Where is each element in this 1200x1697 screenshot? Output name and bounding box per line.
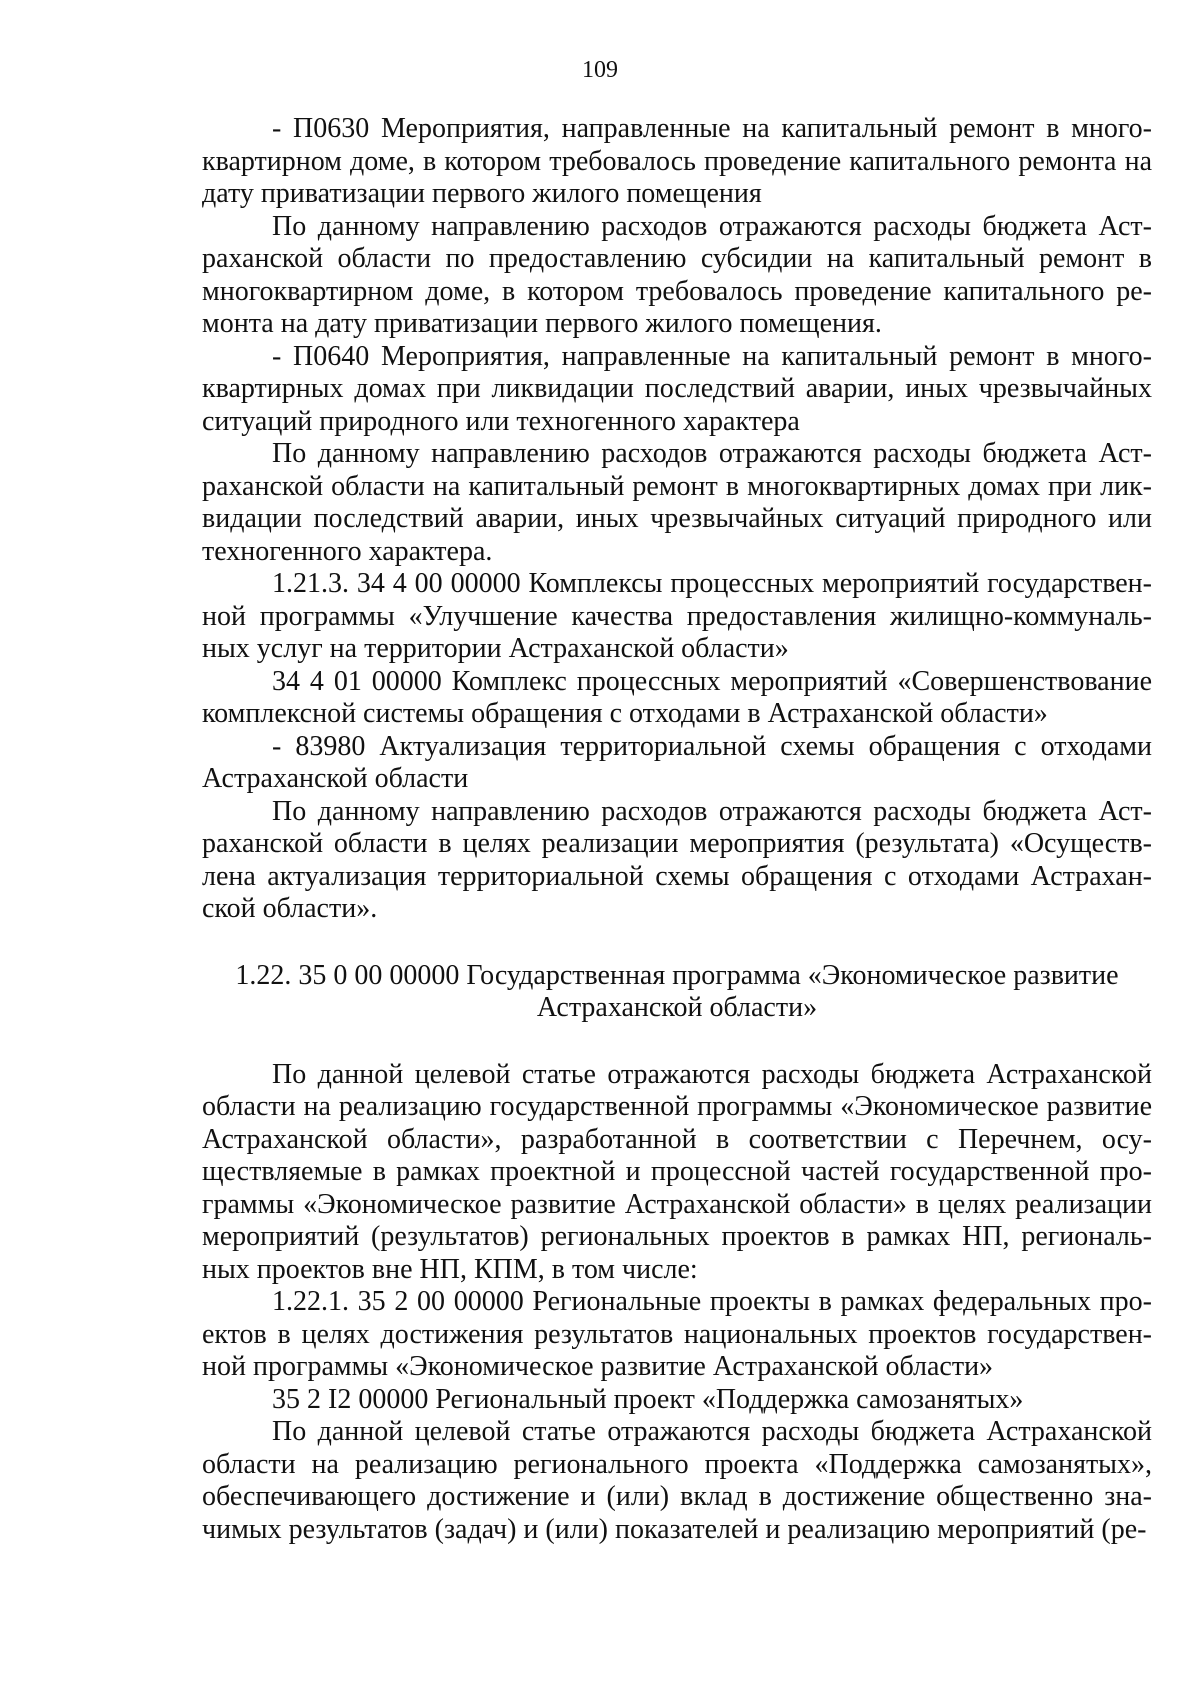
paragraph-p0630-description: По данному направлению расходов отражаются расходы бюджета Астраханской области по предоставлению субсидии на капитальный ремонт в многоквартирном доме, в котором требовалось проведение капитального ремонта на дату приватизации первого жилого помещения.: [202, 210, 1152, 339]
paragraph-p0630-title: - П0630 Мероприятия, направленные на капитальный ремонт в многоквартирном доме, в котором требовалось проведение капитального ремонта на дату приватизации первого жилого помещения: [202, 113, 1152, 209]
paragraph-34-4-01: 34 4 01 00000 Комплекс процессных мероприятий «Совершенствование комплексной системы обращения с отходами в Астраханской области»: [202, 665, 1152, 729]
paragraph-83980-description: По данному направлению расходов отражаются расходы бюджета Астраханской области в целях реализации мероприятия (результата) «Осуществлена актуализация территориальной схемы обращения с отходами Астраханской области».: [202, 795, 1152, 924]
paragraph-p0640-title: - П0640 Мероприятия, направленные на капитальный ремонт в многоквартирных домах при ликвидации последствий аварии, иных чрезвычайных ситуаций природного или техногенного характера: [202, 340, 1152, 437]
page-number: 109: [582, 57, 618, 83]
section-heading-1-22: 1.22. 35 0 00 00000 Государственная программа «Экономическое развитие Астраханской области»: [235, 959, 1119, 1023]
paragraph-1-22-description: По данной целевой статье отражаются расходы бюджета Астраханской области на реализацию государственной программы «Экономическое развитие Астраханской области», разработанной в соответствии с Перечнем, осуществляемые в рамках проектной и процессной частей государственной программы «Экономическое развитие Астраханской области» в целях реализации мероприятий (результатов) региональных проектов в рамках НП, региональных проектов вне НП, КПМ, в том числе:: [202, 1058, 1152, 1285]
paragraph-1-22-1: 1.22.1. 35 2 00 00000 Региональные проекты в рамках федеральных проектов в целях достижения результатов национальных проектов государственной программы «Экономическое развитие Астраханской области»: [202, 1286, 1152, 1382]
paragraph-35-2-i2: 35 2 I2 00000 Региональный проект «Поддержка самозанятых»: [272, 1383, 1024, 1415]
document-body: [202, 113, 1152, 1546]
paragraph-1-21-3: 1.21.3. 34 4 00 00000 Комплексы процессных мероприятий государственной программы «Улучшение качества предоставления жилищно-коммунальных услуг на территории Астраханской области»: [202, 568, 1152, 664]
paragraph-35-2-i2-description: По данной целевой статье отражаются расходы бюджета Астраханской области на реализацию регионального проекта «Поддержка самозанятых», обеспечивающего достижение и (или) вклад в достижение общественно значимых результатов (задач) и (или) показателей и реализацию мероприятий (ре-: [202, 1416, 1152, 1545]
paragraph-83980-title: - 83980 Актуализация территориальной схемы обращения с отходами Астраханской области: [202, 730, 1152, 794]
paragraph-p0640-description: По данному направлению расходов отражаются расходы бюджета Астраханской области на капитальный ремонт в многоквартирных домах при ликвидации последствий аварии, иных чрезвычайных ситуаций природного или техногенного характера.: [202, 438, 1152, 567]
